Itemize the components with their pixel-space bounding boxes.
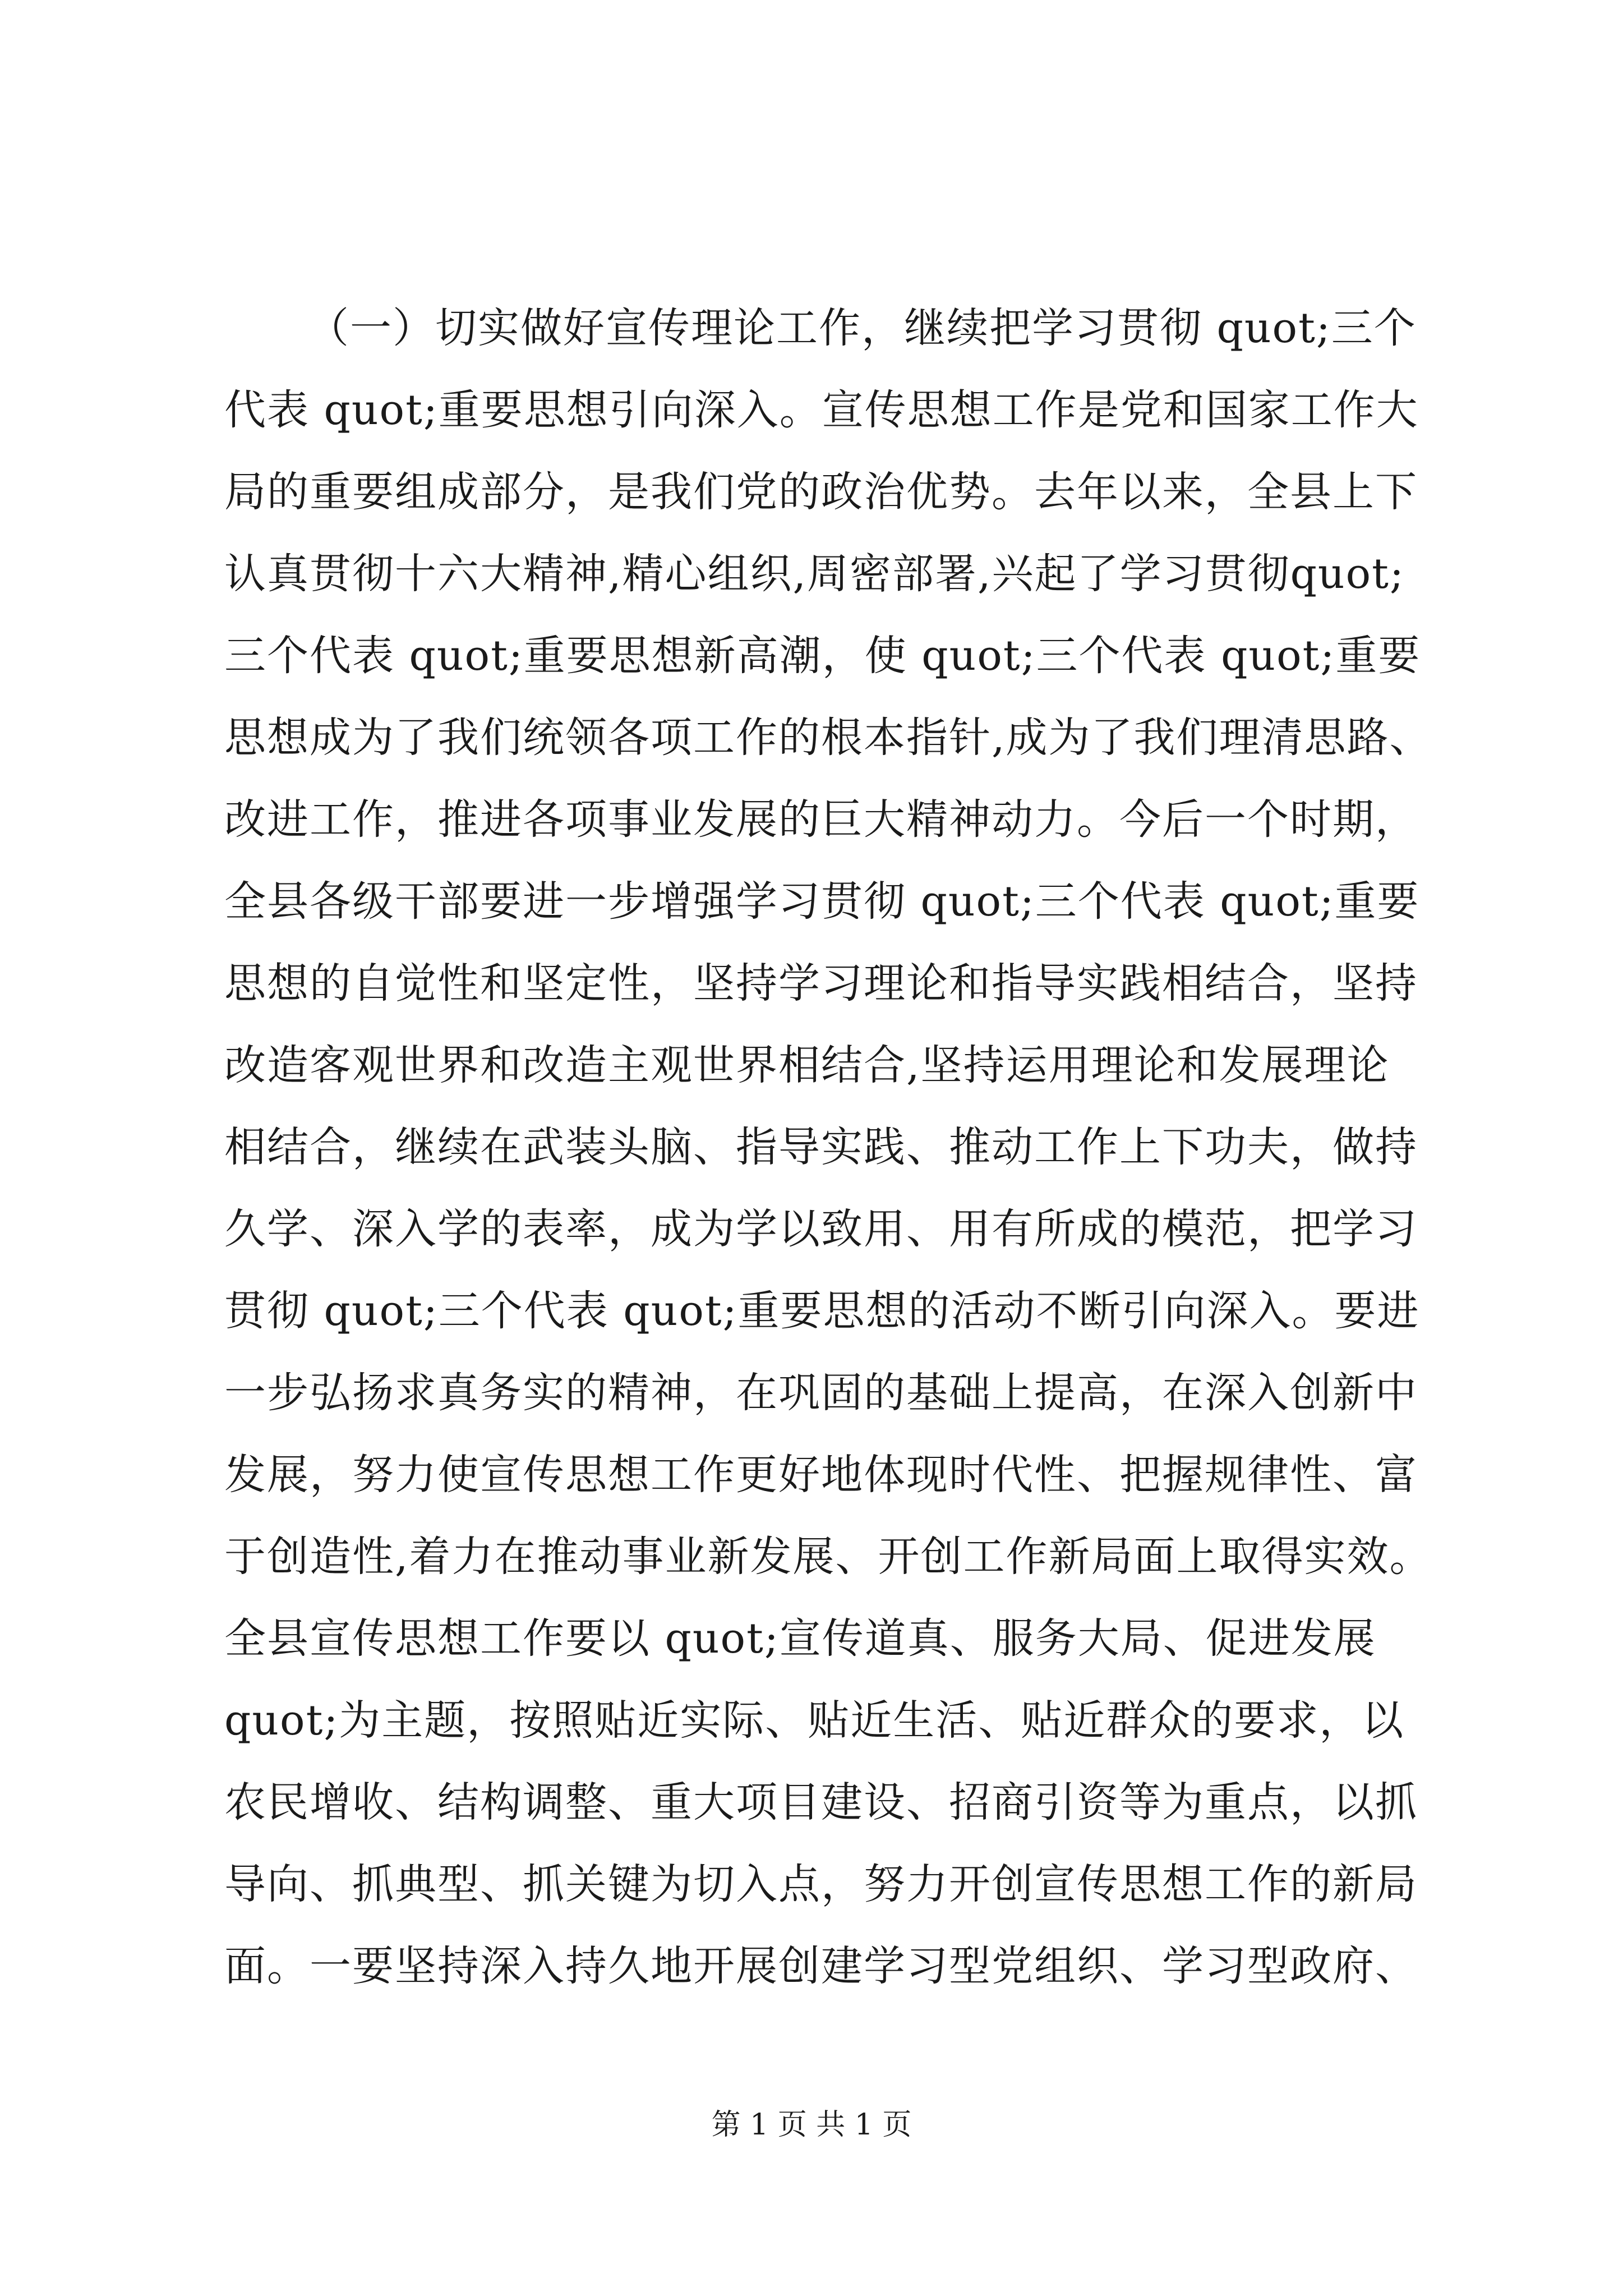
page-number-footer: 第 1 页 共 1 页 (711, 2108, 912, 2142)
text-line-13: 贯彻 quot;三个代表 quot;重要思想的活动不断引向深入。要进 (224, 1287, 1420, 1335)
text-line-4: 认真贯彻十六大精神,精心组织,周密部署,兴起了学习贯彻quot; (224, 550, 1405, 598)
text-line-19: 农民增收、结构调整、重大项目建设、招商引资等为重点，以抓 (224, 1778, 1418, 1826)
text-line-2: 代表 quot;重要思想引向深入。宣传思想工作是党和国家工作大 (224, 386, 1419, 434)
text-line-12: 久学、深入学的表率，成为学以致用、用有所成的模范，把学习 (224, 1205, 1418, 1253)
text-line-16: 于创造性,着力在推动事业新发展、开创工作新局面上取得实效。 (224, 1533, 1432, 1581)
text-line-9: 思想的自觉性和坚定性，坚持学习理论和指导实践相结合，坚持 (224, 959, 1418, 1007)
text-line-5: 三个代表 quot;重要思想新高潮，使 quot;三个代表 quot;重要 (224, 632, 1421, 680)
text-line-6: 思想成为了我们统领各项工作的根本指针,成为了我们理清思路、 (224, 714, 1432, 762)
text-line-7: 改进工作，推进各项事业发展的巨大精神动力。今后一个时期， (224, 795, 1418, 844)
text-line-21: 面。一要坚持深入持久地开展创建学习型党组织、学习型政府、 (224, 1942, 1418, 1990)
text-line-8: 全县各级干部要进一步增强学习贯彻 quot;三个代表 quot;重要 (224, 877, 1420, 926)
text-line-3: 局的重要组成部分，是我们党的政治优势。去年以来，全县上下 (224, 468, 1418, 516)
text-line-15: 发展，努力使宣传思想工作更好地体现时代性、把握规律性、富 (224, 1451, 1418, 1499)
text-line-1: （一）切实做好宣传理论工作，继续把学习贯彻 quot;三个 (307, 304, 1417, 352)
text-line-10: 改造客观世界和改造主观世界相结合,坚持运用理论和发展理论 (224, 1041, 1390, 1089)
text-line-17: 全县宣传思想工作要以 quot;宣传道真、服务大局、促进发展 (224, 1614, 1376, 1663)
text-line-18: quot;为主题，按照贴近实际、贴近生活、贴近群众的要求，以 (224, 1696, 1405, 1745)
body-paragraph (224, 287, 1436, 2007)
text-line-11: 相结合，继续在武装头脑、指导实践、推动工作上下功夫，做持 (224, 1123, 1418, 1171)
text-line-14: 一步弘扬求真务实的精神，在巩固的基础上提高，在深入创新中 (224, 1369, 1418, 1417)
text-line-20: 导向、抓典型、抓关键为切入点，努力开创宣传思想工作的新局 (224, 1860, 1418, 1908)
